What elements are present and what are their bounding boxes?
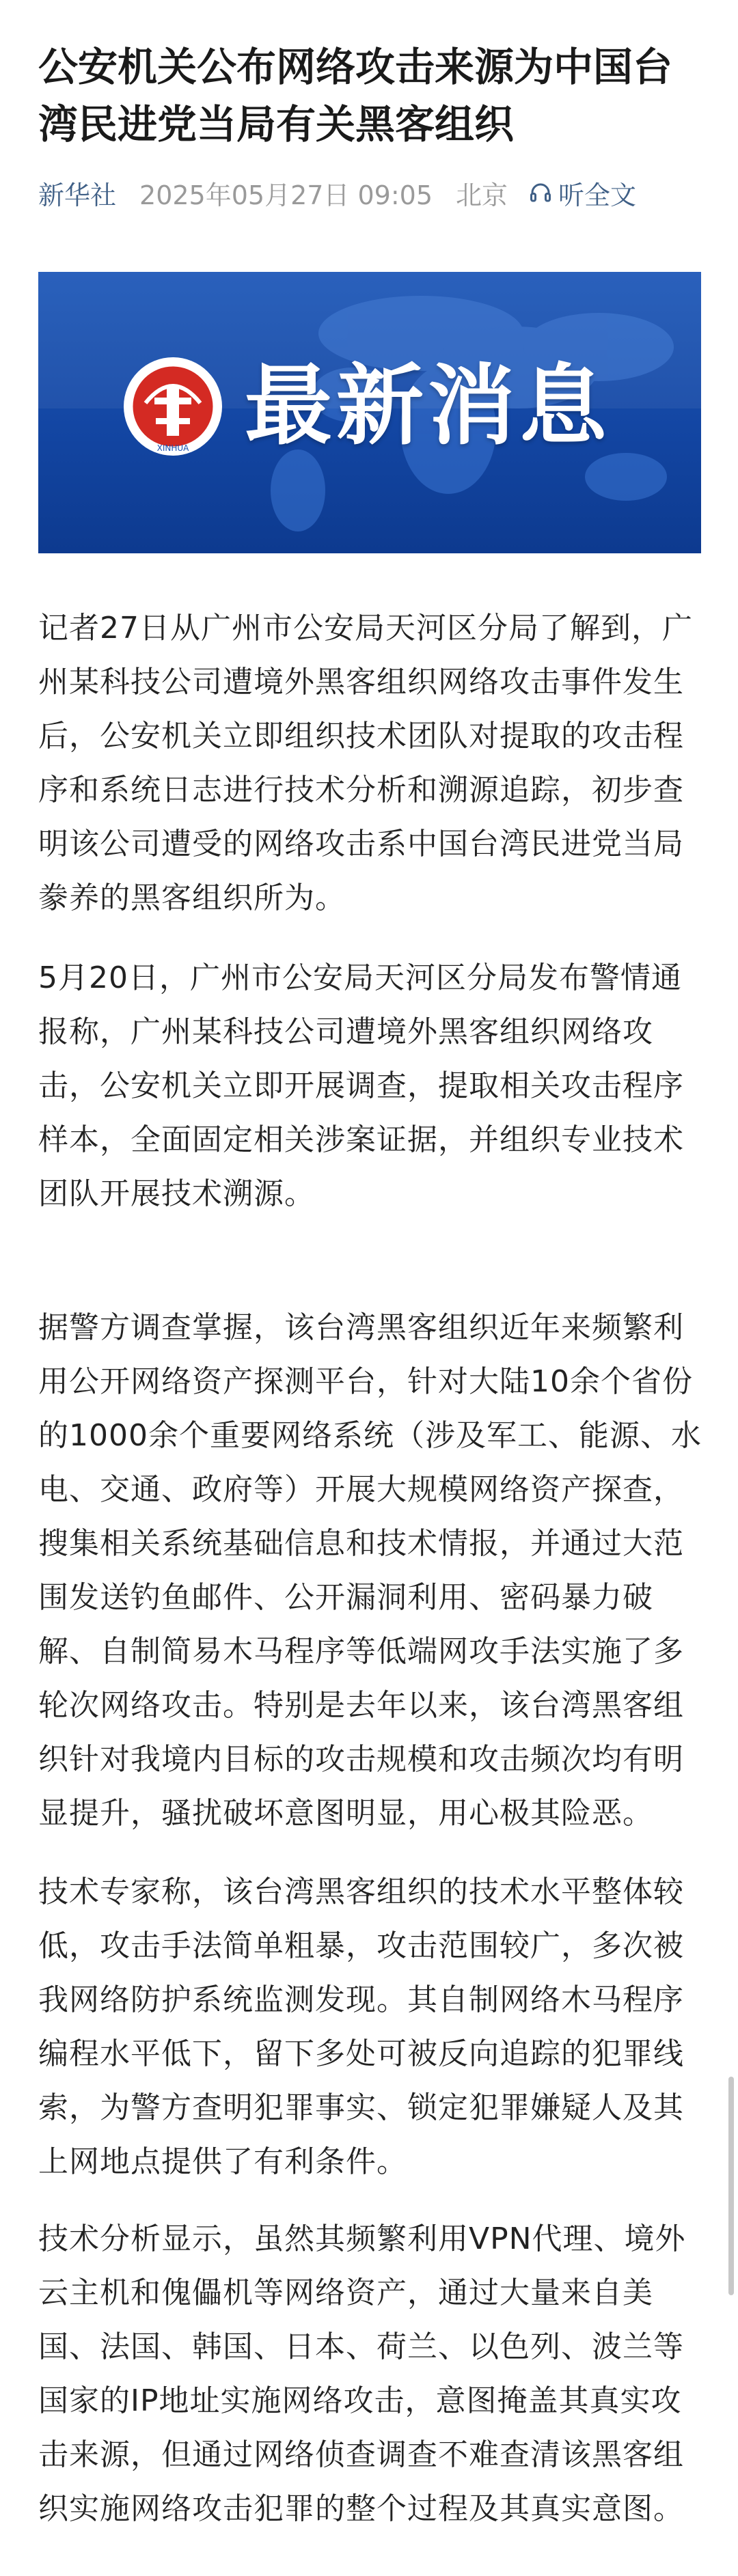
source-link[interactable]: 新华社 xyxy=(38,180,117,210)
location: 北京 xyxy=(456,180,508,210)
logo-text: XINHUA xyxy=(156,443,189,453)
publish-time: 2025年05月27日 09:05 xyxy=(139,180,433,210)
listen-label: 听全文 xyxy=(558,180,637,210)
article-meta xyxy=(38,172,636,213)
paragraph-4: 技术专家称，该台湾黑客组织的技术水平整体较低，攻击手法简单粗暴，攻击范围较广，多次被我网络防护系统监测发现。其自制网络木马程序编程水平低下，留下多处可被反向追踪的犯罪线索，为警方查明犯罪事实、锁定犯罪嫌疑人及其上网地点提供了有利条件。 xyxy=(38,1874,684,2179)
listen-button[interactable] xyxy=(528,174,636,212)
paragraph-2: 5月20日，广州市公安局天河区分局发布警情通报称，广州某科技公司遭境外黑客组织网络攻击，公安机关立即开展调查，提取相关攻击程序样本，全面固定相关涉案证据，并组织专业技术团队开展技术溯源。 xyxy=(38,960,684,1211)
headphones-icon xyxy=(528,180,553,205)
banner-headline: 最新消息 xyxy=(245,355,612,457)
paragraph-3: 据警方调查掌握，该台湾黑客组织近年来频繁利用公开网络资产探测平台，针对大陆10余个省份的1000余个重要网络系统（涉及军工、能源、水电、交通、政府等）开展大规模网络资产探查，搜集相关系统基础信息和技术情报，并通过大范围发送钓鱼邮件、公开漏洞利用、密码暴力破解、自制简易木马程序等低端网攻手法实施了多轮次网络攻击。特别是去年以来，该台湾黑客组织针对我境内目标的攻击规模和攻击频次均有明显提升，骚扰破坏意图明显，用心极其险恶。 xyxy=(38,1310,702,1831)
scrollbar[interactable] xyxy=(728,2077,734,2295)
news-banner xyxy=(38,272,701,553)
xinhua-logo xyxy=(122,355,224,458)
paragraph-1: 记者27日从广州市公安局天河区分局了解到，广州某科技公司遭境外黑客组织网络攻击事件发生后，公安机关立即组织技术团队对提取的攻击程序和系统日志进行技术分析和溯源追踪，初步查明该公司遭受的网络攻击系中国台湾民进党当局豢养的黑客组织所为。 xyxy=(38,611,693,915)
paragraph-5: 技术分析显示，虽然其频繁利用VPN代理、境外云主机和傀儡机等网络资产，通过大量来自美国、法国、韩国、日本、荷兰、以色列、波兰等国家的IP地址实施网络攻击，意图掩盖其真实攻击来源，但通过网络侦查调查不难查清该黑客组织实施网络攻击犯罪的整个过程及其真实意图。 xyxy=(38,2221,686,2526)
article-title: 公安机关公布网络攻击来源为中国台湾民进党当局有关黑客组织 xyxy=(38,44,673,148)
